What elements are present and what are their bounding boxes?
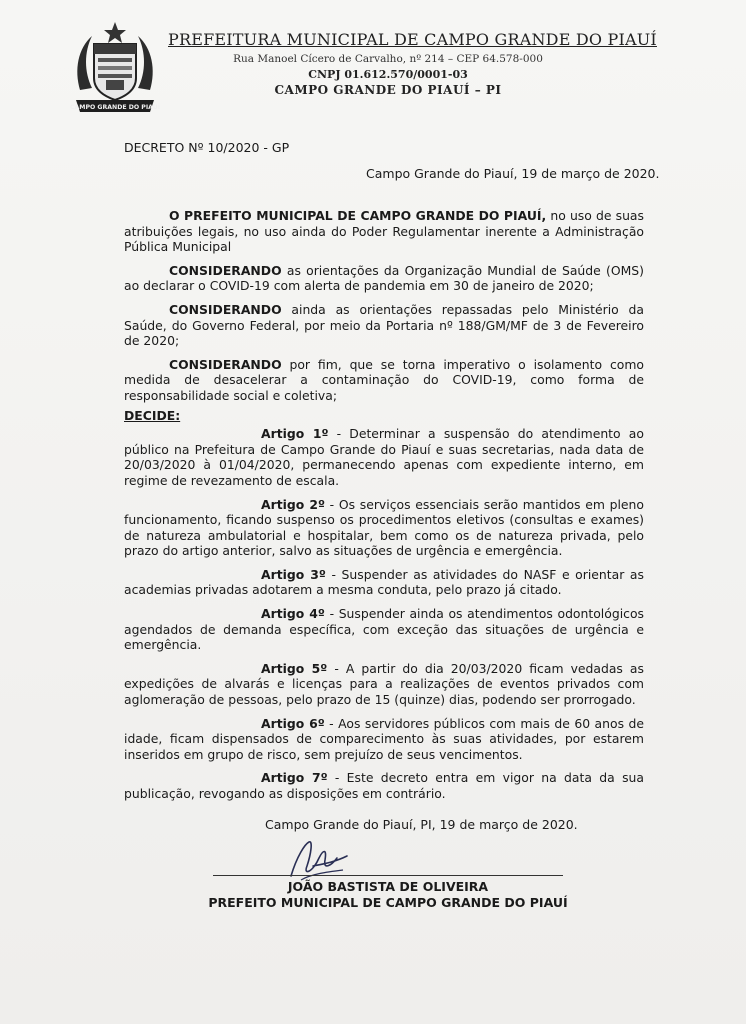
municipal-crest-logo [70,20,160,120]
decree-date: Campo Grande do Piauí, 19 de março de 2020. [366,166,660,181]
article-paragraph: Artigo 6º - Aos servidores públicos com mais de 60 anos de idade, ficam dispensados de comparecimento às suas atividades, por estarem inseridos em grupo de risco, sem prejuízo de seus vencimentos. [124,715,644,762]
crest-banner-text: CAMPO GRANDE DO PIAUÍ [70,104,160,111]
article-paragraph: Artigo 5º - A partir do dia 20/03/2020 ficam vedadas as expedições de alvarás e licenças para a realizações de eventos privados com aglomeração de pessoas, pelo prazo de 15 (quinze) dias, podendo ser prorrogado. [124,660,644,708]
letterhead-cnpj: CNPJ 01.612.570/0001-03 [308,68,468,81]
signatory-role: PREFEITO MUNICIPAL DE CAMPO GRANDE DO PIAUÍ [208,895,568,910]
decide-heading: DECIDE: [124,407,181,423]
handwritten-signature [283,836,353,884]
letterhead-title: PREFEITURA MUNICIPAL DE CAMPO GRANDE DO PIAUÍ [168,30,657,49]
considerando-paragraph: CONSIDERANDO ainda as orientações repassadas pelo Ministério da Saúde, do Governo Federal, por meio da Portaria nº 188/GM/MF de 3 de Fevereiro de 2020; [124,301,644,349]
article-paragraph: Artigo 4º - Suspender ainda os atendimentos odontológicos agendados de demanda específica, com exceção das situações de urgência e emergência. [124,606,644,653]
considerando-paragraph: CONSIDERANDO por fim, que se torna imperativo o isolamento como medida de desacelerar a contaminação do COVID-19, como forma de responsabilidade social e coletiva; [124,356,644,403]
article-paragraph: Artigo 2º - Os serviços essenciais serão mantidos em pleno funcionamento, ficando suspenso os procedimentos eletivos (consultas e exames) de natureza ambulatorial e hospitalar, bem como os de natureza privada, pelo prazo do artigo anterior, salvo as situações de urgência e emergência. [124,496,644,559]
signatory-name: JOÃO BASTISTA DE OLIVEIRA [287,879,489,894]
letterhead-address: Rua Manoel Cícero de Carvalho, nº 214 – CEP 64.578-000 [233,53,543,65]
article-paragraph: Artigo 3º - Suspender as atividades do NASF e orientar as academias privadas adotarem a mesma conduta, pelo prazo já citado. [124,566,644,598]
closing-date: Campo Grande do Piauí, PI, 19 de março de 2020. [265,817,578,832]
considerando-paragraph: CONSIDERANDO as orientações da Organização Mundial de Saúde (OMS) ao declarar o COVID-19 com alerta de pandemia em 30 de janeiro de 2020; [124,262,644,294]
article-paragraph: Artigo 1º - Determinar a suspensão do atendimento ao público na Prefeitura de Campo Grande do Piauí e suas secretarias, nada data de 20/03/2020 à 01/04/2020, permanecendo apenas com expediente interno, em regime de revezamento de escala. [124,426,644,488]
decree-number: DECRETO Nº 10/2020 - GP [124,140,290,155]
signature-line [213,875,563,876]
article-paragraph: Artigo 7º - Este decreto entra em vigor na data da sua publicação, revogando as disposições em contrário. [124,770,644,801]
preamble-paragraph: O PREFEITO MUNICIPAL DE CAMPO GRANDE DO PIAUÍ, no uso de suas atribuições legais, no uso ainda do Poder Regulamentar inerente a Administração Pública Municipal [124,208,644,255]
letterhead-city: CAMPO GRANDE DO PIAUÍ – PI [274,83,502,97]
decree-body [124,208,644,810]
